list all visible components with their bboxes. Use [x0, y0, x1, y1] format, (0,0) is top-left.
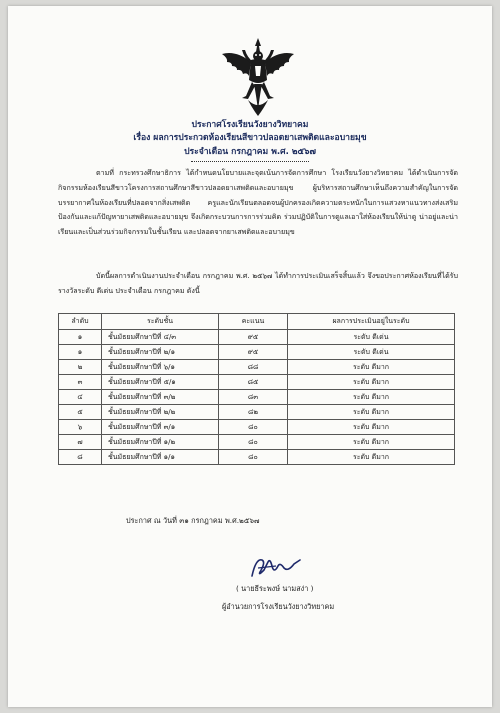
row-rank: ๖ — [59, 420, 102, 435]
row-result: ระดับ ดีมาก — [288, 435, 455, 450]
table-row — [59, 390, 455, 405]
header-divider — [191, 161, 309, 162]
row-level: ชั้นมัธยมศึกษาปีที่ ๒/๑ — [102, 345, 219, 360]
row-level: ชั้นมัธยมศึกษาปีที่ ๖/๑ — [102, 360, 219, 375]
row-level: ชั้นมัธยมศึกษาปีที่ ๕/๑ — [102, 375, 219, 390]
row-level: ชั้นมัธยมศึกษาปีที่ ๓/๒ — [102, 390, 219, 405]
row-score: ๘๐ — [219, 450, 288, 465]
table-row — [59, 405, 455, 420]
signer-title: ผู้อำนวยการโรงเรียนวังยางวิทยาคม — [222, 602, 335, 611]
row-rank: ๕ — [59, 405, 102, 420]
row-rank: ๔ — [59, 390, 102, 405]
garuda-emblem-icon — [218, 36, 298, 118]
body-paragraph-1: ตามที่ กระทรวงศึกษาธิการ ได้กำหนดนโยบายและจุดเน้นการจัดการศึกษา โรงเรียนวังยางวิทยาคม ได้ดำเนินการจัดกิจกรรมห้องเรียนสีขาวโครงการสถานศึกษาสีขาวปลอดยาเสพติดและอบายมุข ผู้บริหารสถานศึกษาเห็นถึงความสำคัญในการจัดบรรยากาศในห้องเรียนที่ปลอดจากสิ่งเสพติด ครูและนักเรียนตลอดจนผู้ปกครองเกิดความตระหนักในการแสวงหาแนวทางส่งเสริม ป้องกันและแก้ปัญหายาเสพติดและอบายมุข จึงเกิดกระบวนการการร่วมคิด ร่วมปฏิบัติในการดูแลเอาใส่ห้องเรียนให้น่าดู น่าอยู่และน่าเรียนและเป็นส่วนร่วมกิจกรรมในชั้นเรียน และปลอดจากยาเสพติดและอบายมุข — [58, 168, 458, 237]
signer-name: ( นายธีระพงษ์ นามสง่า ) — [236, 584, 314, 593]
row-rank: ๘ — [59, 450, 102, 465]
row-score: ๘๐ — [219, 435, 288, 450]
row-rank: ๗ — [59, 435, 102, 450]
table-row — [59, 375, 455, 390]
row-score: ๘๕ — [219, 375, 288, 390]
row-rank: ๓ — [59, 375, 102, 390]
table-row — [59, 420, 455, 435]
row-rank: ๒ — [59, 360, 102, 375]
row-result: ระดับ ดีมาก — [288, 360, 455, 375]
row-level: ชั้นมัธยมศึกษาปีที่ ๑/๒ — [102, 435, 219, 450]
row-result: ระดับ ดีมาก — [288, 390, 455, 405]
row-score: ๙๕ — [219, 330, 288, 345]
row-result: ระดับ ดีมาก — [288, 375, 455, 390]
table-row — [59, 435, 455, 450]
row-level: ชั้นมัธยมศึกษาปีที่ ๑/๑ — [102, 450, 219, 465]
announcement-subject: เรื่อง ผลการประกวดห้องเรียนสีขาวปลอดยาเสพติดและอบายมุข — [133, 133, 367, 143]
table-row — [59, 345, 455, 360]
row-score: ๘๓ — [219, 390, 288, 405]
table-row — [59, 330, 455, 345]
row-rank: ๑ — [59, 345, 102, 360]
row-level: ชั้นมัธยมศึกษาปีที่ ๔/๓ — [102, 330, 219, 345]
results-table — [58, 313, 455, 465]
body-paragraph-2: บัดนี้ผลการดำเนินงานประจำเดือน กรกฎาคม พ.ศ. ๒๕๖๗ ได้ทำการประเมินเสร็จสิ้นแล้ว จึงขอประกาศห้องเรียนที่ได้รับรางวัลระดับ ดีเด่น ประจำเดือน กรกฎาคม ดังนี้ — [58, 271, 458, 295]
table-header-row — [59, 314, 455, 330]
header-score: คะแนน — [219, 314, 288, 330]
table-row — [59, 450, 455, 465]
row-score: ๘๒ — [219, 405, 288, 420]
announcement-date: ประกาศ ณ วันที่ ๓๑ กรกฎาคม พ.ศ.๒๕๖๗ — [126, 516, 260, 525]
row-result: ระดับ ดีมาก — [288, 405, 455, 420]
signature-icon — [246, 554, 306, 582]
row-level: ชั้นมัธยมศึกษาปีที่ ๓/๑ — [102, 420, 219, 435]
announcement-period: ประจำเดือน กรกฎาคม พ.ศ. ๒๕๖๗ — [184, 147, 316, 157]
header-rank: ลำดับ — [59, 314, 102, 330]
header-level: ระดับชั้น — [102, 314, 219, 330]
row-level: ชั้นมัธยมศึกษาปีที่ ๒/๒ — [102, 405, 219, 420]
announcement-issuer: ประกาศโรงเรียนวังยางวิทยาคม — [191, 120, 309, 130]
row-result: ระดับ ดีเด่น — [288, 330, 455, 345]
row-result: ระดับ ดีมาก — [288, 420, 455, 435]
document-page — [8, 6, 492, 707]
row-score: ๙๕ — [219, 345, 288, 360]
header-result: ผลการประเมินอยู่ในระดับ — [288, 314, 455, 330]
row-result: ระดับ ดีเด่น — [288, 345, 455, 360]
table-row — [59, 360, 455, 375]
row-rank: ๑ — [59, 330, 102, 345]
row-score: ๘๐ — [219, 420, 288, 435]
row-result: ระดับ ดีมาก — [288, 450, 455, 465]
row-score: ๘๘ — [219, 360, 288, 375]
